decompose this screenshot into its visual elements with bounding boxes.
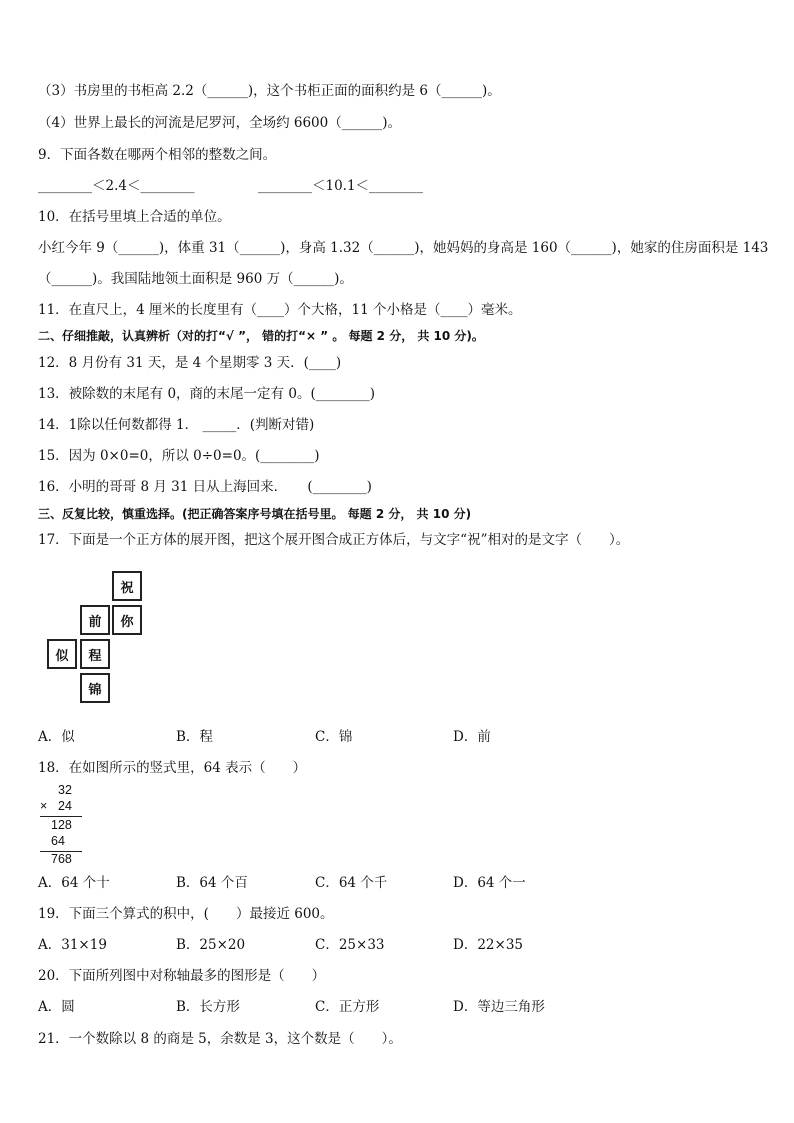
multiplier: 24 <box>58 799 72 813</box>
net-face-jin: 锦 <box>80 673 110 703</box>
net-face-si: 似 <box>47 639 77 669</box>
q20-option-a: A．圆 <box>38 999 75 1015</box>
net-face-ni: 你 <box>112 605 142 635</box>
question-16: 16．小明的哥哥 8 月 31 日从上海回来． (________) <box>38 479 372 495</box>
q20-option-b: B．长方形 <box>176 999 240 1015</box>
q19-option-d: D．22×35 <box>453 937 523 953</box>
question-21: 21．一个数除以 8 的商是 5，余数是 3，这个数是（ ）。 <box>38 1031 402 1047</box>
q18-option-b: B．64 个百 <box>176 875 248 891</box>
q18-option-a: A．64 个十 <box>38 875 110 891</box>
q17-option-c: C．锦 <box>315 729 353 745</box>
question-14: 14．1除以任何数都得 1． _____．(判断对错) <box>38 417 315 433</box>
q17-option-b: B．程 <box>176 729 213 745</box>
question-17: 17．下面是一个正方体的展开图，把这个展开图合成正方体后，与文字“祝”相对的是文字（ ）。 <box>38 532 630 548</box>
question-8-part-4: （4）世界上最长的河流是尼罗河，全场约 6600（______)。 <box>38 115 402 131</box>
q17-option-a: A．似 <box>38 729 75 745</box>
times-sign: × <box>40 799 48 813</box>
question-12: 12．8 月份有 31 天，是 4 个星期零 3 天．(____) <box>38 355 342 371</box>
q19-option-b: B．25×20 <box>176 937 246 953</box>
question-10: 10．在括号里填上合适的单位。 <box>38 209 231 225</box>
net-face-zhu: 祝 <box>112 571 142 601</box>
section-3-heading: 三、反复比较，慎重选择。(把正确答案序号填在括号里。 每题 2 分， 共 10 分) <box>38 507 472 521</box>
question-10-line-1: 小红今年 9（______)，体重 31（______)，身高 1.32（______)，她妈妈的身高是 160（______)，她家的住房面积是 143 <box>38 240 769 256</box>
question-18: 18．在如图所示的竖式里，64 表示（ ） <box>38 760 307 776</box>
multiplicand: 32 <box>58 783 72 797</box>
net-face-qian: 前 <box>80 605 110 635</box>
q20-option-c: C．正方形 <box>315 999 380 1015</box>
question-11: 11．在直尺上，4 厘米的长度里有（____）个大格，11 个小格是（____）毫米。 <box>38 302 522 318</box>
partial-product-1: 128 <box>51 818 72 832</box>
section-2-heading: 二、仔细推敲，认真辨析（对的打“√ ”， 错的打“× ” 。 每题 2 分， 共 10 分)。 <box>38 329 484 343</box>
net-face-cheng: 程 <box>80 639 110 669</box>
question-9-blank-a: ________＜2.4＜________ <box>38 178 195 194</box>
product-result: 768 <box>51 852 72 866</box>
question-13: 13．被除数的末尾有 0，商的末尾一定有 0。(________) <box>38 386 375 402</box>
question-8-part-3: （3）书房里的书柜高 2.2（______)，这个书柜正面的面积约是 6（______)。 <box>38 83 501 99</box>
rule-1 <box>40 816 82 817</box>
question-9: 9．下面各数在哪两个相邻的整数之间。 <box>38 147 277 163</box>
question-20: 20．下面所列图中对称轴最多的图形是（ ） <box>38 968 326 984</box>
q19-option-a: A．31×19 <box>38 937 107 953</box>
question-10-line-2: （______)。我国陆地领土面积是 960 万（______)。 <box>38 271 353 287</box>
q19-option-c: C．25×33 <box>315 937 385 953</box>
q18-option-d: D．64 个一 <box>453 875 526 891</box>
question-9-blank-b: ________＜10.1＜________ <box>258 178 424 194</box>
question-19: 19．下面三个算式的积中，( ）最接近 600。 <box>38 906 334 922</box>
partial-product-2: 64 <box>51 834 65 848</box>
question-15: 15．因为 0×0=0，所以 0÷0=0。(________) <box>38 448 320 464</box>
q20-option-d: D．等边三角形 <box>453 999 545 1015</box>
q18-option-c: C．64 个千 <box>315 875 388 891</box>
q17-option-d: D．前 <box>453 729 491 745</box>
